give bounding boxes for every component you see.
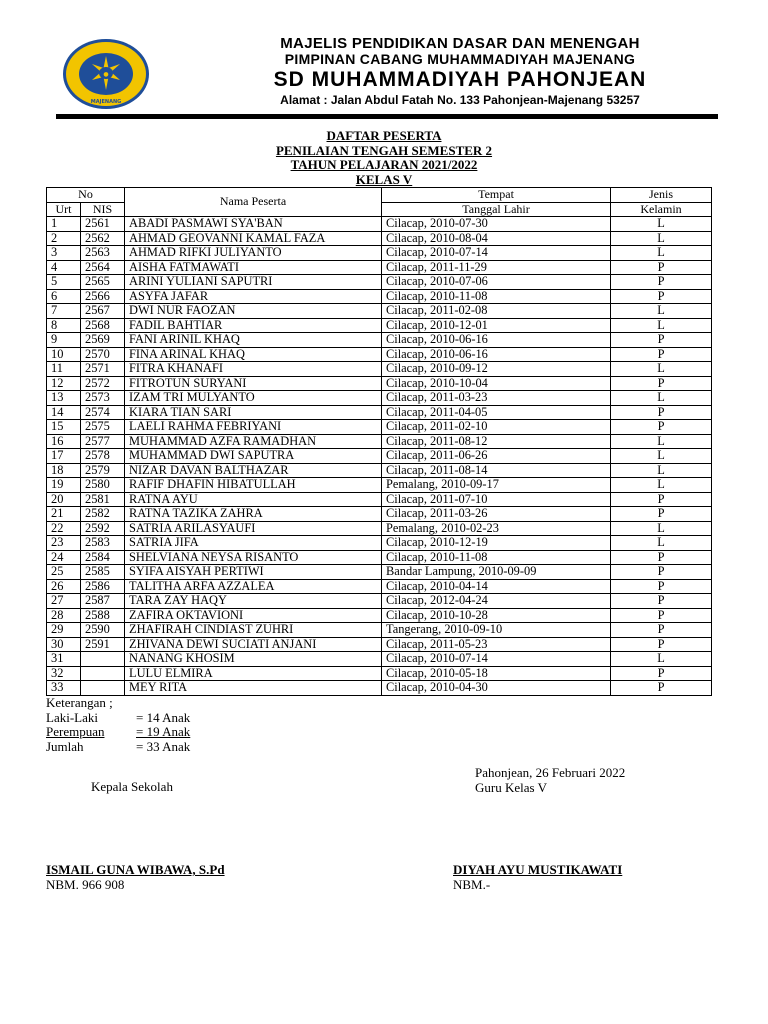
cell-tempat-tanggal-lahir: Cilacap, 2011-04-05	[382, 405, 611, 420]
cell-jenis-kelamin: P	[611, 579, 712, 594]
cell-nis: 2587	[81, 594, 125, 609]
cell-urt: 18	[47, 463, 81, 478]
cell-nis	[81, 666, 125, 681]
table-row	[47, 449, 712, 464]
cell-tempat-tanggal-lahir: Cilacap, 2010-08-04	[382, 231, 611, 246]
jumlah-label: Jumlah	[46, 739, 84, 755]
cell-nama: AISHA FATMAWATI	[125, 260, 382, 275]
cell-tempat-tanggal-lahir: Cilacap, 2010-11-08	[382, 289, 611, 304]
table-row	[47, 333, 712, 348]
cell-tempat-tanggal-lahir: Cilacap, 2010-06-16	[382, 333, 611, 348]
title-penilaian: PENILAIAN TENGAH SEMESTER 2	[275, 142, 493, 158]
cell-jenis-kelamin: L	[611, 434, 712, 449]
table-row	[47, 260, 712, 275]
header-nis: NIS	[81, 202, 125, 217]
cell-nama: SATRIA JIFA	[125, 536, 382, 551]
keterangan	[46, 696, 190, 755]
cell-nis: 2580	[81, 478, 125, 493]
right-role: Guru Kelas V	[475, 780, 547, 795]
cell-jenis-kelamin: P	[611, 666, 712, 681]
perempuan-value: = 19 Anak	[136, 724, 191, 740]
cell-jenis-kelamin: L	[611, 449, 712, 464]
school-name: SD MUHAMMADIYAH PAHONJEAN	[273, 68, 647, 91]
cell-nis: 2586	[81, 579, 125, 594]
title-daftar-peserta: DAFTAR PESERTA	[326, 128, 442, 143]
cell-nis: 2566	[81, 289, 125, 304]
perempuan-label: Perempuan	[46, 724, 105, 740]
table-row	[47, 652, 712, 667]
cell-nama: RATNA TAZIKA ZAHRA	[125, 507, 382, 522]
cell-tempat-tanggal-lahir: Cilacap, 2010-04-14	[382, 579, 611, 594]
cell-urt: 3	[47, 246, 81, 261]
table-row	[47, 492, 712, 507]
cell-urt: 28	[47, 608, 81, 623]
table-row	[47, 304, 712, 319]
cell-urt: 14	[47, 405, 81, 420]
cell-nis: 2572	[81, 376, 125, 391]
cell-nis: 2582	[81, 507, 125, 522]
cell-urt: 16	[47, 434, 81, 449]
cell-tempat-tanggal-lahir: Cilacap, 2010-07-14	[382, 246, 611, 261]
cell-urt: 33	[47, 681, 81, 696]
cell-nis: 2573	[81, 391, 125, 406]
cell-jenis-kelamin: L	[611, 463, 712, 478]
cell-nama: ZHIVANA DEWI SUCIATI ANJANI	[125, 637, 382, 652]
table-row	[47, 608, 712, 623]
header-urt: Urt	[47, 202, 81, 217]
cell-jenis-kelamin: P	[611, 289, 712, 304]
cell-nis	[81, 681, 125, 696]
cell-nama: FADIL BAHTIAR	[125, 318, 382, 333]
cell-tempat-tanggal-lahir: Cilacap, 2010-09-12	[382, 362, 611, 377]
table-row	[47, 521, 712, 536]
cell-jenis-kelamin: L	[611, 246, 712, 261]
keterangan-title: Keterangan ;	[46, 695, 113, 710]
cell-nis: 2584	[81, 550, 125, 565]
cell-tempat-tanggal-lahir: Cilacap, 2010-04-30	[382, 681, 611, 696]
cell-nis: 2591	[81, 637, 125, 652]
cell-tempat-tanggal-lahir: Cilacap, 2011-07-10	[382, 492, 611, 507]
cell-jenis-kelamin: P	[611, 594, 712, 609]
cell-jenis-kelamin: L	[611, 478, 712, 493]
svg-text:●: ●	[103, 71, 109, 78]
cell-tempat-tanggal-lahir: Bandar Lampung, 2010-09-09	[382, 565, 611, 580]
header-jenis: Jenis	[611, 188, 712, 203]
cell-tempat-tanggal-lahir: Cilacap, 2011-05-23	[382, 637, 611, 652]
table-row	[47, 318, 712, 333]
cell-jenis-kelamin: P	[611, 333, 712, 348]
cell-nama: FITROTUN SURYANI	[125, 376, 382, 391]
keterangan-perempuan	[46, 725, 190, 740]
table-row	[47, 579, 712, 594]
cell-nama: AHMAD GEOVANNI KAMAL FAZA	[125, 231, 382, 246]
cell-tempat-tanggal-lahir: Cilacap, 2011-03-26	[382, 507, 611, 522]
cell-jenis-kelamin: P	[611, 492, 712, 507]
cell-jenis-kelamin: P	[611, 565, 712, 580]
letterhead	[170, 36, 750, 108]
cell-tempat-tanggal-lahir: Cilacap, 2011-06-26	[382, 449, 611, 464]
table-row	[47, 434, 712, 449]
table-row	[47, 637, 712, 652]
cell-jenis-kelamin: P	[611, 507, 712, 522]
cell-nama: MUHAMMAD AZFA RAMADHAN	[125, 434, 382, 449]
title-kelas: KELAS V	[355, 171, 413, 187]
cell-jenis-kelamin: P	[611, 608, 712, 623]
letterhead-line-2: PIMPINAN CABANG MUHAMMADIYAH MAJENANG	[284, 51, 636, 67]
left-role: Kepala Sekolah	[91, 779, 173, 794]
header-tanggal-lahir: Tanggal Lahir	[382, 202, 611, 217]
cell-nama: DWI NUR FAOZAN	[125, 304, 382, 319]
cell-nama: RAFIF DHAFIN HIBATULLAH	[125, 478, 382, 493]
cell-jenis-kelamin: P	[611, 347, 712, 362]
cell-jenis-kelamin: P	[611, 420, 712, 435]
table-row	[47, 623, 712, 638]
participant-table	[46, 187, 712, 696]
cell-urt: 32	[47, 666, 81, 681]
letterhead-line-1: MAJELIS PENDIDIKAN DASAR DAN MENENGAH	[280, 35, 640, 52]
cell-nama: LAELI RAHMA FEBRIYANI	[125, 420, 382, 435]
cell-nis: 2578	[81, 449, 125, 464]
cell-tempat-tanggal-lahir: Cilacap, 2011-02-08	[382, 304, 611, 319]
title-tahun-pelajaran: TAHUN PELAJARAN 2021/2022	[290, 157, 478, 173]
cell-nama: AHMAD RIFKI JULIYANTO	[125, 246, 382, 261]
document-titles	[150, 129, 618, 187]
cell-nis: 2562	[81, 231, 125, 246]
table-row	[47, 376, 712, 391]
cell-urt: 12	[47, 376, 81, 391]
header-tempat: Tempat	[382, 188, 611, 203]
logo-caption: MAJENANG	[90, 99, 122, 105]
cell-jenis-kelamin: L	[611, 391, 712, 406]
cell-nama: ZHAFIRAH CINDIAST ZUHRI	[125, 623, 382, 638]
cell-nis: 2565	[81, 275, 125, 290]
cell-nis: 2568	[81, 318, 125, 333]
cell-urt: 15	[47, 420, 81, 435]
cell-tempat-tanggal-lahir: Cilacap, 2012-04-24	[382, 594, 611, 609]
table-row	[47, 231, 712, 246]
cell-nama: ABADI PASMAWI SYA'BAN	[125, 217, 382, 232]
cell-nis: 2592	[81, 521, 125, 536]
cell-nama: RATNA AYU	[125, 492, 382, 507]
letterhead-divider	[56, 114, 718, 119]
cell-urt: 11	[47, 362, 81, 377]
cell-nama: TALITHA ARFA AZZALEA	[125, 579, 382, 594]
cell-jenis-kelamin: P	[611, 405, 712, 420]
cell-nama: KIARA TIAN SARI	[125, 405, 382, 420]
cell-tempat-tanggal-lahir: Cilacap, 2010-11-08	[382, 550, 611, 565]
muhammadiyah-logo	[62, 38, 150, 110]
cell-jenis-kelamin: P	[611, 681, 712, 696]
table-row	[47, 420, 712, 435]
cell-nama: ZAFIRA OKTAVIONI	[125, 608, 382, 623]
table-row	[47, 536, 712, 551]
table-row	[47, 507, 712, 522]
cell-urt: 20	[47, 492, 81, 507]
cell-nis: 2579	[81, 463, 125, 478]
cell-nama: FANI ARINIL KHAQ	[125, 333, 382, 348]
cell-urt: 17	[47, 449, 81, 464]
cell-tempat-tanggal-lahir: Cilacap, 2010-05-18	[382, 666, 611, 681]
cell-nis: 2583	[81, 536, 125, 551]
cell-nis	[81, 652, 125, 667]
cell-jenis-kelamin: P	[611, 275, 712, 290]
table-row	[47, 666, 712, 681]
cell-tempat-tanggal-lahir: Cilacap, 2010-06-16	[382, 347, 611, 362]
cell-nis: 2570	[81, 347, 125, 362]
cell-urt: 24	[47, 550, 81, 565]
cell-nis: 2575	[81, 420, 125, 435]
cell-jenis-kelamin: P	[611, 376, 712, 391]
cell-nama: LULU ELMIRA	[125, 666, 382, 681]
cell-urt: 26	[47, 579, 81, 594]
header-kelamin: Kelamin	[611, 202, 712, 217]
cell-jenis-kelamin: L	[611, 217, 712, 232]
table-row	[47, 405, 712, 420]
cell-nama: TARA ZAY HAQY	[125, 594, 382, 609]
table-row	[47, 478, 712, 493]
cell-nama: FITRA KHANAFI	[125, 362, 382, 377]
cell-nis: 2567	[81, 304, 125, 319]
cell-urt: 8	[47, 318, 81, 333]
cell-urt: 4	[47, 260, 81, 275]
cell-urt: 31	[47, 652, 81, 667]
jumlah-value: = 33 Anak	[136, 739, 191, 755]
cell-urt: 9	[47, 333, 81, 348]
table-body	[47, 217, 712, 696]
cell-tempat-tanggal-lahir: Pemalang, 2010-09-17	[382, 478, 611, 493]
cell-jenis-kelamin: P	[611, 260, 712, 275]
cell-nama: SYIFA AISYAH PERTIWI	[125, 565, 382, 580]
cell-jenis-kelamin: P	[611, 623, 712, 638]
cell-tempat-tanggal-lahir: Cilacap, 2011-03-23	[382, 391, 611, 406]
cell-tempat-tanggal-lahir: Cilacap, 2010-10-28	[382, 608, 611, 623]
laki-label: Laki-Laki	[46, 709, 98, 725]
cell-urt: 1	[47, 217, 81, 232]
laki-value: = 14 Anak	[136, 709, 191, 725]
cell-tempat-tanggal-lahir: Cilacap, 2011-08-12	[382, 434, 611, 449]
keterangan-laki	[46, 711, 190, 726]
cell-nis: 2581	[81, 492, 125, 507]
cell-nama: IZAM TRI MULYANTO	[125, 391, 382, 406]
cell-urt: 21	[47, 507, 81, 522]
cell-nama: FINA ARINAL KHAQ	[125, 347, 382, 362]
cell-tempat-tanggal-lahir: Cilacap, 2011-02-10	[382, 420, 611, 435]
place-date-block	[475, 765, 625, 795]
table-row	[47, 681, 712, 696]
cell-urt: 6	[47, 289, 81, 304]
principal-nbm: NBM. 966 908	[46, 876, 125, 892]
cell-jenis-kelamin: L	[611, 652, 712, 667]
cell-nis: 2564	[81, 260, 125, 275]
table-row	[47, 289, 712, 304]
cell-nama: NANANG KHOSIM	[125, 652, 382, 667]
header-nama: Nama Peserta	[125, 188, 382, 217]
table-row	[47, 565, 712, 580]
keterangan-jumlah	[46, 740, 190, 755]
cell-tempat-tanggal-lahir: Cilacap, 2010-07-06	[382, 275, 611, 290]
table-row	[47, 391, 712, 406]
place-date: Pahonjean, 26 Februari 2022	[475, 765, 626, 780]
cell-tempat-tanggal-lahir: Pemalang, 2010-02-23	[382, 521, 611, 536]
cell-urt: 22	[47, 521, 81, 536]
cell-jenis-kelamin: L	[611, 318, 712, 333]
table-row	[47, 594, 712, 609]
cell-jenis-kelamin: P	[611, 550, 712, 565]
cell-nis: 2588	[81, 608, 125, 623]
header-no: No	[47, 188, 125, 203]
cell-tempat-tanggal-lahir: Cilacap, 2010-07-30	[382, 217, 611, 232]
cell-nis: 2585	[81, 565, 125, 580]
cell-tempat-tanggal-lahir: Cilacap, 2010-12-01	[382, 318, 611, 333]
cell-nama: MUHAMMAD DWI SAPUTRA	[125, 449, 382, 464]
cell-nis: 2569	[81, 333, 125, 348]
cell-urt: 19	[47, 478, 81, 493]
cell-jenis-kelamin: L	[611, 536, 712, 551]
cell-nama: SATRIA ARILASYAUFI	[125, 521, 382, 536]
cell-urt: 7	[47, 304, 81, 319]
cell-jenis-kelamin: P	[611, 637, 712, 652]
teacher-nbm: NBM.-	[453, 876, 491, 892]
cell-urt: 25	[47, 565, 81, 580]
cell-urt: 10	[47, 347, 81, 362]
cell-urt: 13	[47, 391, 81, 406]
cell-tempat-tanggal-lahir: Tangerang, 2010-09-10	[382, 623, 611, 638]
cell-urt: 23	[47, 536, 81, 551]
cell-urt: 5	[47, 275, 81, 290]
cell-nis: 2563	[81, 246, 125, 261]
cell-nis: 2577	[81, 434, 125, 449]
table-row	[47, 463, 712, 478]
cell-jenis-kelamin: L	[611, 304, 712, 319]
cell-nis: 2590	[81, 623, 125, 638]
table-row	[47, 347, 712, 362]
principal-name: ISMAIL GUNA WIBAWA, S.Pd	[46, 862, 225, 877]
signature-teacher	[453, 863, 622, 892]
cell-nis: 2574	[81, 405, 125, 420]
cell-urt: 30	[47, 637, 81, 652]
cell-tempat-tanggal-lahir: Cilacap, 2011-11-29	[382, 260, 611, 275]
table-row	[47, 217, 712, 232]
cell-jenis-kelamin: L	[611, 362, 712, 377]
school-address: Alamat : Jalan Abdul Fatah No. 133 Pahonjean-Majenang 53257	[280, 93, 640, 107]
table-row	[47, 550, 712, 565]
cell-nama: ASYFA JAFAR	[125, 289, 382, 304]
cell-urt: 2	[47, 231, 81, 246]
cell-tempat-tanggal-lahir: Cilacap, 2010-07-14	[382, 652, 611, 667]
cell-tempat-tanggal-lahir: Cilacap, 2011-08-14	[382, 463, 611, 478]
cell-nama: MEY RITA	[125, 681, 382, 696]
teacher-name: DIYAH AYU MUSTIKAWATI	[453, 862, 623, 877]
table-row	[47, 362, 712, 377]
cell-nama: ARINI YULIANI SAPUTRI	[125, 275, 382, 290]
cell-urt: 29	[47, 623, 81, 638]
table-row	[47, 246, 712, 261]
cell-urt: 27	[47, 594, 81, 609]
table-row	[47, 275, 712, 290]
cell-tempat-tanggal-lahir: Cilacap, 2010-10-04	[382, 376, 611, 391]
cell-nama: SHELVIANA NEYSA RISANTO	[125, 550, 382, 565]
cell-tempat-tanggal-lahir: Cilacap, 2010-12-19	[382, 536, 611, 551]
signature-principal	[46, 863, 225, 892]
cell-nis: 2571	[81, 362, 125, 377]
cell-nis: 2561	[81, 217, 125, 232]
cell-nama: NIZAR DAVAN BALTHAZAR	[125, 463, 382, 478]
cell-jenis-kelamin: L	[611, 231, 712, 246]
cell-jenis-kelamin: L	[611, 521, 712, 536]
